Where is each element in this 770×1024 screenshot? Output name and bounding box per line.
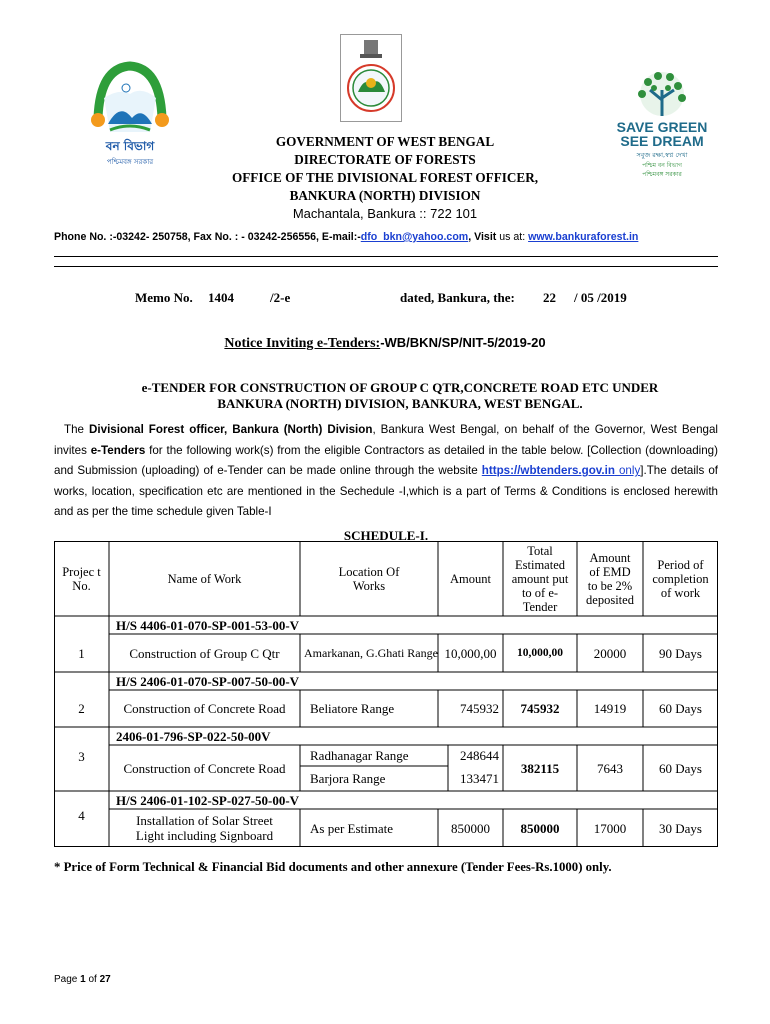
row-3-name: Construction of Concrete Road <box>123 760 286 776</box>
row-3-amount-b: 133471 <box>460 771 499 786</box>
right-logo-line2: SEE DREAM <box>620 133 704 149</box>
head-of-account: H/S 2406-01-070-SP-007-50-00-V <box>116 673 300 689</box>
head-of-account: 2406-01-796-SP-022-50-00V <box>116 728 271 744</box>
website-link[interactable]: www.bankuraforest.in <box>528 231 639 243</box>
row-3-project-no: 3 <box>78 748 85 764</box>
row-3-location-a: Radhanagar Range <box>310 748 409 763</box>
memo-month-year: / 05 /2019 <box>574 290 627 305</box>
left-logo-subtext: পশ্চিমবঙ্গ সরকার <box>106 158 154 166</box>
invitation-paragraph: The Divisional Forest officer, Bankura (North) Division, Bankura West Bengal, on behalf of the Governor, West Bengal invites e-Tenders for the following work(s) from the eligible Contractors as detailed in the table below. [Collection (downloading) and Submission (uploading) of e-Tender can be made online through the website https://wbtenders.gov.in only].The details of works, location, specification etc are mentioned in the Sechedule -I,which is a part of Terms & Conditions is enclosed herewith and as per the time schedule given Table-I <box>54 423 719 519</box>
row-4-project-no: 4 <box>78 807 85 823</box>
header-location: Location Of Works <box>338 564 400 593</box>
tender-fee-note: * Price of Form Technical & Financial Bid documents and other annexure (Tender Fees-Rs.1000) only. <box>54 860 612 874</box>
contact-mid: , Visit <box>468 231 497 243</box>
row-1-amount: 10,000,00 <box>444 645 497 661</box>
page-number: Page 1 of 27 <box>54 974 111 985</box>
row-1-project-no: 1 <box>78 645 85 661</box>
header-address: Machantala, Bankura :: 722 101 <box>292 206 478 221</box>
header-line-2: DIRECTORATE OF FORESTS <box>294 152 476 167</box>
divider-line <box>54 266 718 267</box>
row-2-project-no: 2 <box>78 701 85 716</box>
right-logo-line1: SAVE GREEN <box>616 119 708 135</box>
wbtenders-link[interactable]: https://wbtenders.gov.in <box>481 464 615 478</box>
header-total-estimated: Total Estimated amount put to of e-Tender <box>511 543 569 614</box>
etender-heading <box>100 380 700 412</box>
divider-line <box>54 256 718 257</box>
save-green-see-dream-logo <box>612 68 712 178</box>
row-1-period: 90 Days <box>659 645 702 661</box>
right-logo-sub1: সবুজ রক্ষা,স্বপ্ন দেখা <box>636 151 688 159</box>
right-logo-sub2: পশ্চিম বন বিভাগ <box>642 162 682 169</box>
row-4-amount: 850000 <box>451 820 490 836</box>
state-emblem-logo <box>340 34 402 122</box>
letterhead <box>150 133 620 223</box>
row-3-period: 60 Days <box>659 760 702 776</box>
header-emd: Amount of EMD to be 2% deposited <box>586 550 634 607</box>
row-3-total: 382115 <box>520 760 560 776</box>
memo-label: Memo No. <box>135 290 193 305</box>
header-line-1: GOVERNMENT OF WEST BENGAL <box>275 134 495 149</box>
header-project-no: Projec t No. <box>62 564 101 593</box>
row-1-location: Amarkanan, G.Ghati Range <box>304 646 438 660</box>
head-of-account: H/S 2406-01-102-SP-027-50-00-V <box>116 792 300 808</box>
schedule-title: SCHEDULE-I. <box>343 528 429 543</box>
row-1-name: Construction of Group C Qtr <box>129 645 280 661</box>
header-amount: Amount <box>450 571 491 586</box>
header-period: Period of completion of work <box>652 557 709 600</box>
row-2-name: Construction of Concrete Road <box>123 701 286 716</box>
row-4-name: Installation of Solar Street Light including Signboard <box>135 813 274 843</box>
header-line-4: BANKURA (NORTH) DIVISION <box>289 188 481 203</box>
contact-line <box>54 231 744 243</box>
row-3-location-b: Barjora Range <box>310 771 386 786</box>
header-name-of-work: Name of Work <box>167 571 242 586</box>
memo-day: 22 <box>543 290 556 305</box>
memo-suffix: /2-e <box>270 290 291 305</box>
nit-code: -WB/BKN/SP/NIT-5/2019-20 <box>380 335 546 350</box>
row-2-period: 60 Days <box>659 701 702 716</box>
left-logo-text: বন বিভাগ <box>105 139 155 153</box>
contact-prefix: Phone No. :-03242- 250758, Fax No. : - 03242-256556, E-mail:- <box>54 231 361 243</box>
right-logo-sub3: পশ্চিমবঙ্গ সরকার <box>642 171 682 178</box>
row-4-total: 850000 <box>520 820 560 836</box>
row-3-amount-a: 248644 <box>460 748 499 763</box>
head-of-account: H/S 4406-01-070-SP-001-53-00-V <box>116 617 300 633</box>
only-text: only <box>614 464 641 478</box>
memo-number: 1404 <box>208 290 234 305</box>
etender-line-2: BANKURA (NORTH) DIVISION, BANKURA, WEST BENGAL. <box>217 396 583 411</box>
row-2-location: Beliatore Range <box>310 701 395 716</box>
row-3-emd: 7643 <box>597 760 623 776</box>
current-page: 1 <box>80 974 86 985</box>
nit-title-text: Notice Inviting e-Tenders: <box>224 336 381 351</box>
contact-us-at: us at: <box>496 231 529 243</box>
row-2-total: 745932 <box>520 701 560 716</box>
row-1-emd: 20000 <box>593 645 627 661</box>
memo-dated: dated, Bankura, the: <box>400 290 515 305</box>
row-4-emd: 17000 <box>593 820 627 836</box>
row-2-emd: 14919 <box>593 701 627 716</box>
nit-title <box>150 335 620 352</box>
etenders-term: e-Tenders <box>90 443 146 457</box>
email-link[interactable]: dfo_bkn@yahoo.com <box>360 231 469 243</box>
row-4-period: 30 Days <box>659 820 702 836</box>
schedule-table <box>54 541 718 847</box>
header-line-3: OFFICE OF THE DIVISIONAL FOREST OFFICER, <box>231 170 539 185</box>
row-2-amount: 745932 <box>460 701 499 716</box>
authority-name: Divisional Forest officer, Bankura (North) Division <box>89 423 373 436</box>
total-pages: 27 <box>99 974 111 985</box>
etender-line-1: e-TENDER FOR CONSTRUCTION OF GROUP C QTR,CONCRETE ROAD ETC UNDER <box>141 380 659 395</box>
row-1-total: 10,000,00 <box>517 646 563 659</box>
row-4-location: As per Estimate <box>310 820 394 836</box>
